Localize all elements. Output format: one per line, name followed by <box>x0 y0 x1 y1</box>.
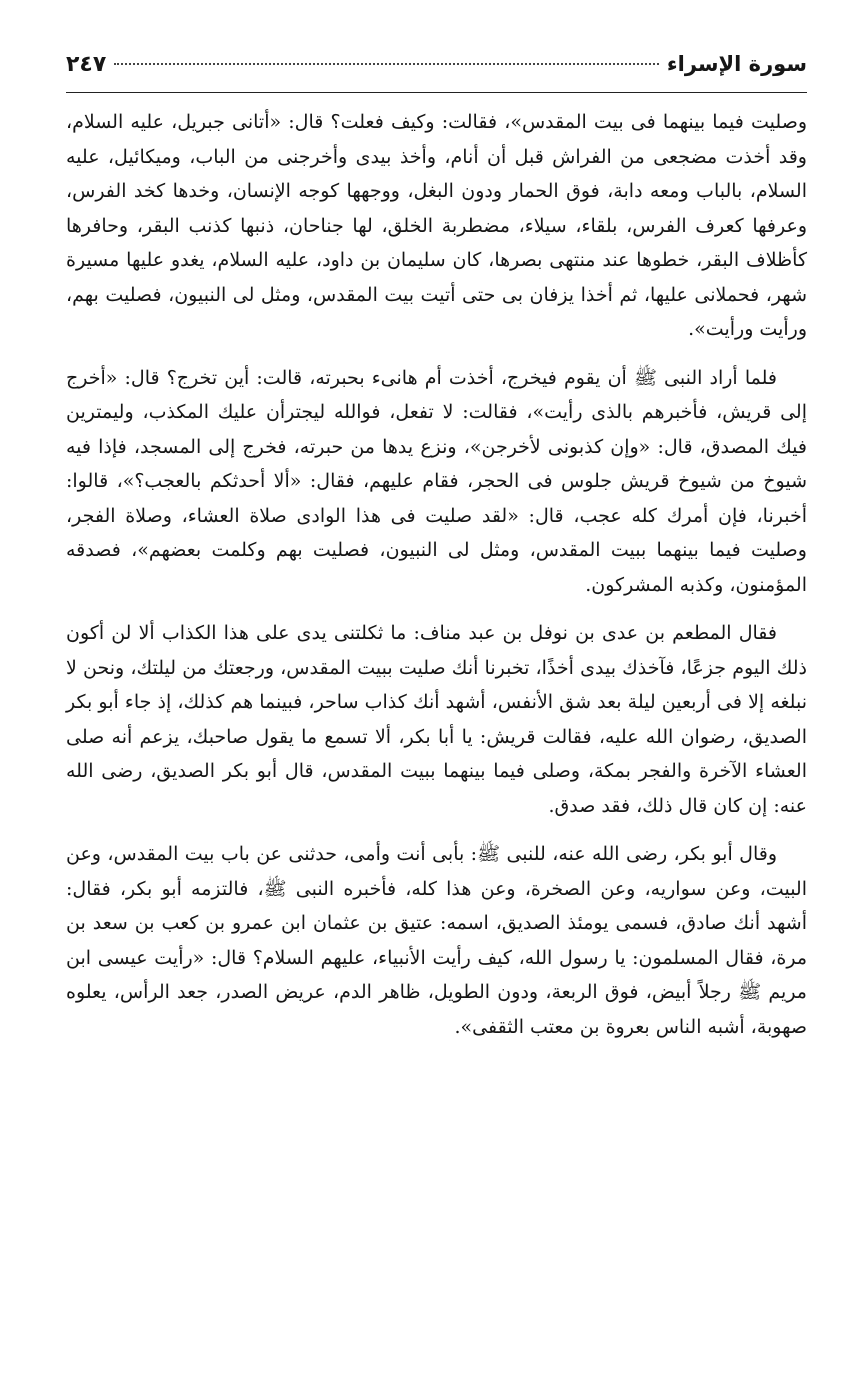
paragraph-4: وقال أبو بكر، رضى الله عنه، للنبى ﷺ: بأبى أنت وأمى، حدثنى عن باب بيت المقدس، وعن البيت، وعن سواريه، وعن الصخرة، وعن هذا كله، فأخبره النبى ﷺ، فالتزمه أبو بكر، فقال: أشهد أنك صادق، فسمى يومئذ الصديق، اسمه: عتيق بن عثمان ابن عمرو بن كعب بن سعد بن مرة، فقال المسلمون: يا رسول الله، كيف رأيت الأنبياء، عليهم السلام؟ قال: «رأيت عيسى ابن مريم ﷺ رجلاً أبيض، فوق الربعة، ودون الطويل، ظاهر الدم، عريض الصدر، جعد الرأس، يعلوه صهوبة، أشبه الناس بعروة بن معتب الثقفى». <box>66 843 807 1038</box>
page-number: ٢٤٧ <box>66 52 107 77</box>
surah-title: سورة الإسراء <box>666 52 807 76</box>
paragraph-3: فقال المطعم بن عدى بن نوفل بن عبد مناف: ما ثكلتنى يدى على هذا الكذاب ألا لن أكون ذلك اليوم جزعًا، فآخذك بيدى أخذًا، تخبرنا أنك صليت ببيت المقدس، ورجعتك من ليلتك، ونحن لا نبلغه إلا فى أربعين ليلة بعد شق الأنفس، أشهد أنك كذاب ساحر، فبينما هم كذلك، إذ جاء أبو بكر الصديق، رضوان الله عليه، فقالت قريش: يا أبا بكر، ألا تسمع ما يقول صاحبك، يزعم أنه صلى العشاء الآخرة والفجر بمكة، وصلى فيما بينهما ببيت المقدس، قال أبو بكر الصديق، رضى الله عنه: إن كان قال ذلك، فقد صدق. <box>66 622 807 817</box>
leader-dots <box>114 63 659 65</box>
paragraph-2: فلما أراد النبى ﷺ أن يقوم فيخرج، أخذت أم هانىء بحبرته، قالت: أين تخرج؟ قال: «أخرج إلى قريش، فأخبرهم بالذى رأيت»، فقالت: لا تفعل، فوالله ليجترأن عليك المكذب، وليمترين فيك المصدق، قال: «وإن كذبونى لأخرجن»، ونزع يدها من حبرته، فخرج إلى المسجد، فإذا فيه شيوخ من شيوخ قريش جلوس فى الحجر، فقام عليهم، فقال: «ألا أحدثكم بالعجب؟»، قالوا: أخبرنا، فإن أمرك كله عجب، قال: «لقد صليت فى هذا الوادى صلاة العشاء، وصلاة الفجر، وصليت فيما بينهما ببيت المقدس، ومثل لى النبيون، فصليت بهم وكلمت بعضهم»، فصدقه المؤمنون، وكذبه المشركون. <box>66 366 807 596</box>
running-header <box>66 52 807 93</box>
paragraph-1: وصليت فيما بينهما فى بيت المقدس»، فقالت: وكيف فعلت؟ قال: «أتانى جبريل، عليه السلام، وقد أخذت مضجعى من الفراش قبل أن أنام، وأخذ بيدى وأخرجنى من الباب، وميكائيل، عليه السلام، بالباب ومعه دابة، فوق الحمار ودون البغل، ووجهها كوجه الإنسان، وخدها كخد الفرس، وعرفها كعرف الفرس، بلقاء، سيلاء، مضطربة الخلق، لها جناحان، ذنبها كذنب البقر، وحافرها كأظلاف البقر، خطوها عند منتهى بصرها، كان سليمان بن داود، عليه السلام، يغدو عليها مسيرة شهر، فحملانى عليها، ثم أخذا يزفان بى حتى أتيت بيت المقدس، ومثل لى النبيون، فصليت بهم، ورأيت ورأيت». <box>66 111 807 340</box>
